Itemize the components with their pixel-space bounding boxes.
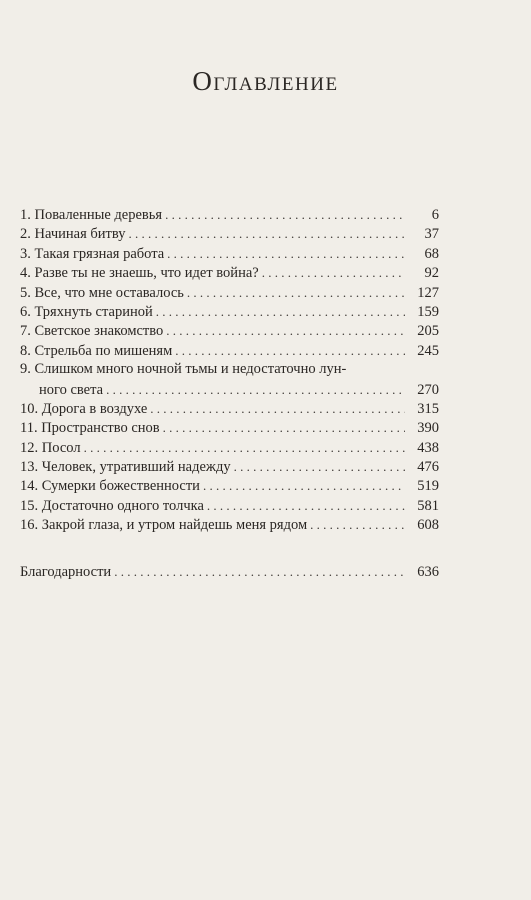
toc-entry-page: 37 [424, 226, 439, 243]
toc-entry-page: 581 [417, 497, 439, 514]
toc-entry-page: 205 [417, 323, 439, 340]
dot-leader [163, 418, 405, 438]
toc-entry-page: 636 [417, 564, 439, 580]
toc-entry-9[interactable] [20, 360, 439, 399]
toc-entry-2[interactable] [20, 224, 439, 243]
dot-leader [234, 457, 405, 477]
toc-entry-16[interactable] [20, 515, 439, 534]
page-title: Оглавление [192, 66, 339, 96]
toc-entry-label: 16. Закрой глаза, и утром найдешь меня рядом [20, 517, 308, 534]
dot-leader [128, 224, 405, 244]
toc-entry-8[interactable] [20, 341, 439, 360]
toc-entry-page: 6 [431, 207, 439, 223]
toc-entry-page: 519 [417, 478, 439, 495]
toc-entry-label: 12. Посол [20, 439, 81, 456]
toc-entry-label: 3. Такая грязная работа [20, 245, 165, 262]
toc-entry-label: 6. Тряхнуть стариной [20, 303, 153, 320]
toc-entry-page: 92 [424, 265, 439, 282]
dot-leader [150, 399, 405, 419]
toc-entry-label: 14. Сумерки божественности [20, 478, 200, 495]
toc-entry-page: 608 [417, 517, 439, 534]
dot-leader [114, 562, 405, 582]
toc-entry-10[interactable] [20, 399, 439, 418]
toc-entry-15[interactable] [20, 496, 439, 515]
toc-entry-page: 390 [417, 420, 439, 437]
toc-entry-label: 11. Пространство снов [20, 420, 160, 437]
toc-entry-13[interactable] [20, 457, 439, 476]
toc-entry-page: 245 [417, 342, 439, 359]
dot-leader [203, 476, 405, 496]
toc-entry-acknowledgements[interactable] [20, 562, 439, 581]
toc-entry-1[interactable] [20, 205, 439, 224]
toc-entry-label: Благодарности [20, 564, 112, 580]
toc-entry-page: 438 [417, 439, 439, 456]
toc-entry-label: 8. Стрельба по мишеням [20, 342, 173, 359]
dot-leader [165, 205, 405, 225]
toc-entry-page: 315 [417, 400, 439, 417]
toc-entry-page: 127 [417, 284, 439, 301]
toc-entry-page: 476 [417, 459, 439, 476]
dot-leader [167, 244, 405, 264]
dot-leader [106, 380, 405, 400]
toc-entry-label-line1: 9. Слишком много ночной тьмы и недостаточно лун- [20, 361, 347, 378]
toc-entry-label: 1. Поваленные деревья [20, 207, 163, 223]
toc-entry-page: 270 [417, 381, 439, 398]
toc-entry-14[interactable] [20, 476, 439, 495]
toc-entry-3[interactable] [20, 244, 439, 263]
dot-leader [262, 263, 405, 283]
toc-entry-12[interactable] [20, 438, 439, 457]
toc-entry-7[interactable] [20, 321, 439, 340]
toc-entry-11[interactable] [20, 418, 439, 437]
toc-entry-page: 68 [424, 245, 439, 262]
toc-entry-label: 7. Светское знакомство [20, 323, 164, 340]
dot-leader [156, 302, 405, 322]
toc-entry-label: 13. Человек, утративший надежду [20, 459, 231, 476]
toc-entry-label: 15. Достаточно одного толчка [20, 497, 204, 514]
toc-entry-label-line2: ного света [39, 381, 104, 398]
dot-leader [84, 438, 405, 458]
toc-entry-label: 2. Начиная битву [20, 226, 126, 243]
toc-entry-label: 5. Все, что мне оставалось [20, 284, 184, 301]
toc-entry-page: 159 [417, 303, 439, 320]
toc-entry-6[interactable] [20, 302, 439, 321]
dot-leader [166, 321, 405, 341]
dot-leader [207, 496, 405, 516]
toc-entry-5[interactable] [20, 283, 439, 302]
dot-leader [187, 283, 405, 303]
acknowledgements-section [20, 562, 439, 581]
table-of-contents [20, 205, 439, 535]
dot-leader [310, 515, 405, 535]
toc-entry-label: 10. Дорога в воздухе [20, 400, 148, 417]
toc-entry-4[interactable] [20, 263, 439, 282]
dot-leader [175, 341, 405, 361]
toc-entry-label: 4. Разве ты не знаешь, что идет война? [20, 265, 259, 282]
